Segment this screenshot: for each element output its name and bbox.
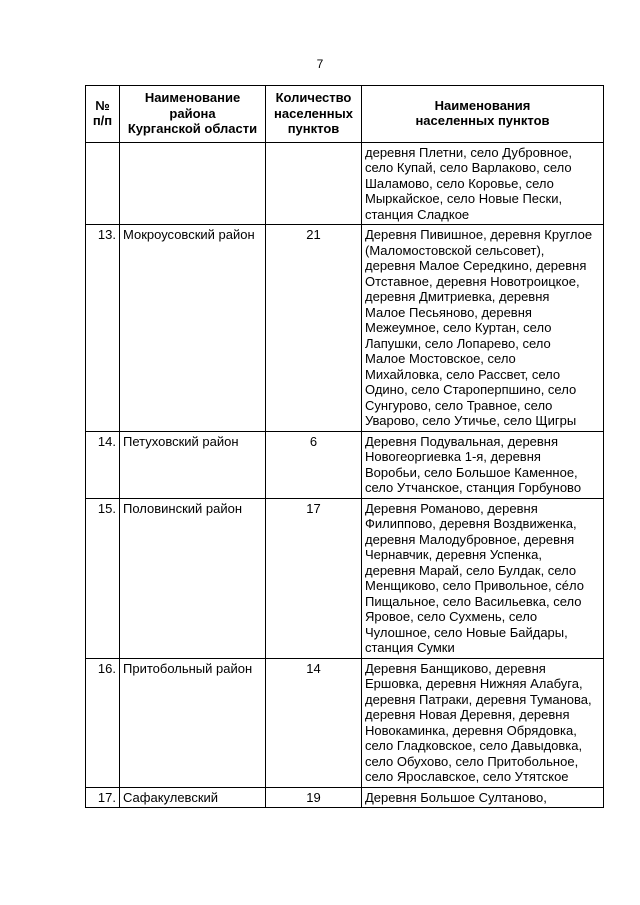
row-count: 14	[266, 658, 362, 787]
row-count: 6	[266, 431, 362, 498]
row-district: Притобольный район	[120, 658, 266, 787]
header-district: Наименование района Курганской области	[120, 86, 266, 143]
row-district: Мокроусовский район	[120, 225, 266, 432]
row-num: 13.	[86, 225, 120, 432]
row-num: 17.	[86, 787, 120, 808]
header-count: Количество населенных пунктов	[266, 86, 362, 143]
table-row	[86, 142, 604, 225]
row-num: 14.	[86, 431, 120, 498]
row-places: Деревня Банщиково, деревня Ершовка, деревня Нижняя Алабуга, деревня Патраки, деревня Туманова, деревня Новая Деревня, деревня Новокаминка, деревня Обрядовка, село Гладковское, село Давыдовка, село Обухово, село Притобольное, село Ярославское, село Утятское	[362, 658, 604, 787]
row-places: деревня Плетни, село Дубровное, село Купай, село Варлаково, село Шаламово, село Коровье, село Мыркайское, село Новые Пески, станция Сладкое	[362, 142, 604, 225]
page-number: 7	[316, 57, 324, 71]
row-places: Деревня Романово, деревня Филиппово, деревня Воздвиженка, деревня Малодубровное, деревня Чернавчик, деревня Успенка, деревня Марай, село Булдак, село Менщиково, село Привольное, сéло Пищальное, село Васильевка, село Яровое, село Сухмень, село Чулошное, село Новые Байдары, станция Сумки	[362, 498, 604, 658]
row-num: 16.	[86, 658, 120, 787]
header-num: № п/п	[86, 86, 120, 143]
table-row	[86, 431, 604, 498]
row-count	[266, 142, 362, 225]
table-row	[86, 658, 604, 787]
table-header-row	[86, 86, 604, 143]
row-district: Половинский район	[120, 498, 266, 658]
row-count: 19	[266, 787, 362, 808]
districts-table	[85, 85, 604, 808]
row-num	[86, 142, 120, 225]
row-district	[120, 142, 266, 225]
row-places: Деревня Большое Султаново,	[362, 787, 604, 808]
row-district: Петуховский район	[120, 431, 266, 498]
row-district: Сафакулевский	[120, 787, 266, 808]
table-row	[86, 498, 604, 658]
row-places: Деревня Пивишное, деревня Круглое (Маломостовской сельсовет), деревня Малое Середкино, деревня Отставное, деревня Новотроицкое, деревня Дмитриевка, деревня Малое Песьяново, деревня Межеумное, село Куртан, село Лапушки, село Лопарево, село Малое Мостовское, село Михайловка, село Рассвет, село Одино, село Староперпшино, село Сунгурово, село Травное, село Уварово, село Утичье, село Щигры	[362, 225, 604, 432]
header-places: Наименования населенных пунктов	[362, 86, 604, 143]
row-num: 15.	[86, 498, 120, 658]
table-row	[86, 225, 604, 432]
row-places: Деревня Подувальная, деревня Новогеоргиевка 1-я, деревня Воробьи, село Большое Каменное, село Утчанское, станция Горбуново	[362, 431, 604, 498]
row-count: 17	[266, 498, 362, 658]
row-count: 21	[266, 225, 362, 432]
table-row	[86, 787, 604, 808]
